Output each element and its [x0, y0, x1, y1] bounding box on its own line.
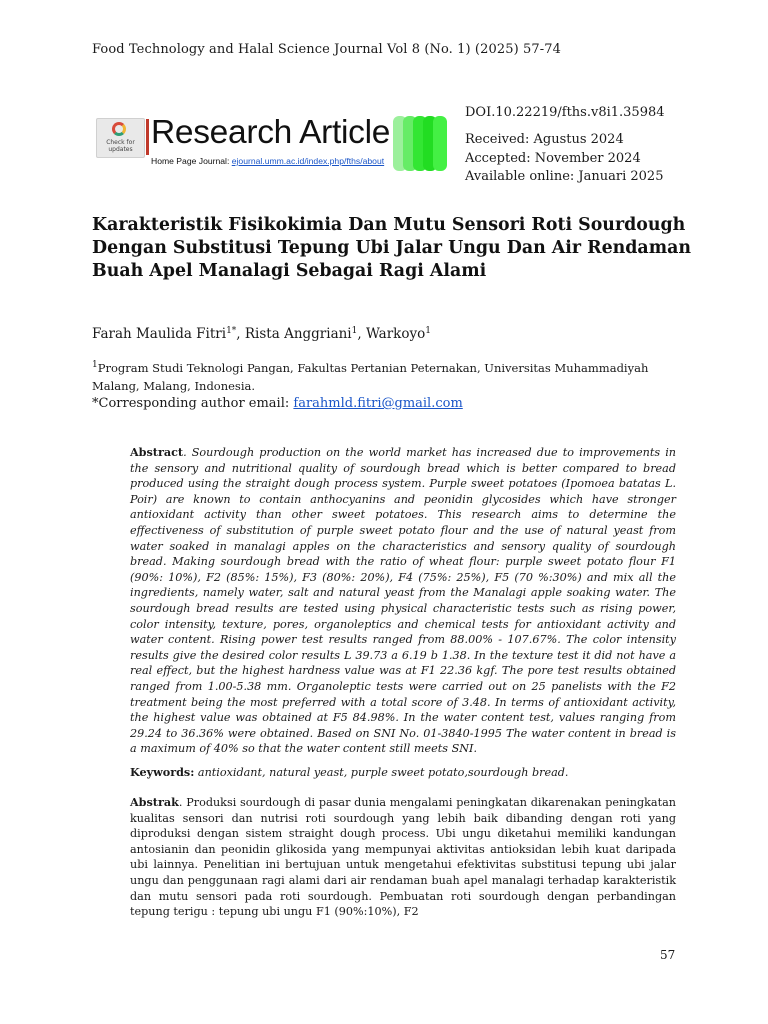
banner-stripe — [433, 116, 447, 171]
homepage-line — [151, 156, 384, 166]
page-number: 57 — [660, 948, 676, 962]
article-title: Karakteristik Fisikokimia Dan Mutu Sensori Roti Sourdough Dengan Substitusi Tepung Ubi Jalar Ungu Dan Air Rendaman Buah Apel Manalagi Sebagai Ragi Alami — [92, 215, 692, 281]
homepage-link[interactable]: ejournal.umm.ac.id/index.php/fths/about — [231, 156, 385, 166]
corresponding-email-link[interactable]: farahmld.fitri@gmail.com — [293, 396, 463, 411]
article-dates — [465, 131, 663, 187]
affiliation-mark: 1 — [92, 360, 98, 370]
author-affil-mark: 1 — [425, 326, 431, 336]
received-date: Received: Agustus 2024 — [465, 132, 624, 147]
abstract-text: Sourdough production on the world market has increased due to improvements in the sensory and nutritional quality of sourdough bread which is better compared to bread produced using the straight dough process system. Purple sweet potatoes (Ipomoea batatas L. Poir) are known to contain anthocyanins and peonidin glycosides which have stronger antioxidant activity than other sweet potatoes. This research aims to determine the effectiveness of substitution of purple sweet potato flour and the use of natural yeast from water soaked in manalagi apples on the characteristics and sensory quality of sourdough bread. Making sourdough bread with the ratio of wheat flour: purple sweet potato flour F1 (90%: 10%), F2 (85%: 15%), F3 (80%: 20%), F4 (75%: 25%), F5 (70 %:30%) and mix all the ingredients, namely water, salt and natural yeast from the Manalagi apple soaking water. The sourdough bread results are tested using physical characteristic tests such as rising power, color intensity, texture, pores, organoleptics and chemical tests for antioxidant activity and water content. Rising power test results ranged from 88.00% - 107.67%. The color intensity results give the desired color results L 39.73 a 6.19 b 1.38. In the texture test it did not have a real effect, but the highest hardness value was at F1 22.36 kgf. The pore test results obtained ranged from 1.00-5.38 mm. Organoleptic tests were carried out on 25 panelists with the F2 treatment being the most preferred with a total score of 3.48. In terms of antioxidant activity, the highest value was obtained at F5 84.98%. In the water content test, values ranging from 29.24 to 36.36% were obtained. Based on SNI No. 01-3840-1995 The water content in bread is a maximum of 40% so that the water content still meets SNI. — [130, 446, 676, 756]
doi-text: DOI.10.22219/fths.v8i1.35984 — [465, 105, 665, 120]
abstrak-text: Produksi sourdough di pasar dunia mengalami peningkatan dikarenakan peningkatan kualitas sensori dan nutrisi roti sourdough yang lebih baik dibanding dengan roti yang diproduksi dengan sistem straight dough process. Ubi ungu diketahui memiliki kandungan antosianin dan peonidin glikosida yang mempunyai aktivitas antioksidan lebih kuat daripada ubi lainnya. Penelitian ini bertujuan untuk mengetahui efektivitas substitusi tepung ubi jalar ungu dan penggunaan ragi alami dari air rendaman buah apel manalagi terhadap karakteristik dan mutu sensori pada roti sourdough. Pembuatan roti sourdough dengan perbandingan tepung terigu : tepung ubi ungu F1 (90%:10%), F2 — [130, 796, 676, 919]
abstract-english — [130, 445, 676, 757]
accepted-date: Accepted: November 2024 — [465, 150, 641, 166]
keywords-label: Keywords: — [130, 765, 195, 779]
journal-header: Food Technology and Halal Science Journal Vol 8 (No. 1) (2025) 57-74 — [92, 42, 561, 57]
homepage-label: Home Page Journal: — [151, 156, 232, 166]
affiliation-text: Program Studi Teknologi Pangan, Fakultas Pertanian Peternakan, Universitas Muhammadiyah Malang, Malang, Indonesia. — [92, 361, 649, 393]
check-for-updates-badge[interactable] — [96, 118, 145, 158]
keywords-text: antioxidant, natural yeast, purple sweet potato,sourdough bread. — [194, 766, 569, 779]
abstract-label: Abstract — [130, 445, 184, 459]
author-name: Warkoyo — [365, 326, 426, 342]
research-article-banner — [95, 116, 450, 172]
check-for-updates-icon — [112, 122, 126, 136]
badge-line-2: updates — [108, 146, 133, 153]
author-affil-mark: 1 — [351, 326, 358, 336]
badge-line-1: Check for — [106, 139, 135, 146]
abstrak-label: Abstrak — [130, 795, 179, 809]
affiliation — [92, 359, 692, 395]
author-list — [92, 326, 431, 342]
author-affil-mark: 1* — [226, 326, 237, 336]
abstract-label-sep: . — [183, 446, 192, 459]
abstrak-label-sep: . — [178, 796, 187, 809]
author-separator: , — [236, 326, 245, 342]
author-name: Rista Anggriani — [244, 326, 352, 342]
banner-divider — [146, 119, 149, 155]
abstract-indonesian — [130, 795, 676, 920]
corresponding-label: *Corresponding author email: — [92, 396, 294, 411]
author-name: Farah Maulida Fitri — [92, 326, 227, 342]
corresponding-author — [92, 396, 463, 411]
author-separator: , — [357, 326, 366, 342]
research-article-label: Research Article — [151, 114, 391, 151]
keywords — [130, 765, 568, 779]
available-online-date: Available online: Januari 2025 — [465, 169, 664, 184]
